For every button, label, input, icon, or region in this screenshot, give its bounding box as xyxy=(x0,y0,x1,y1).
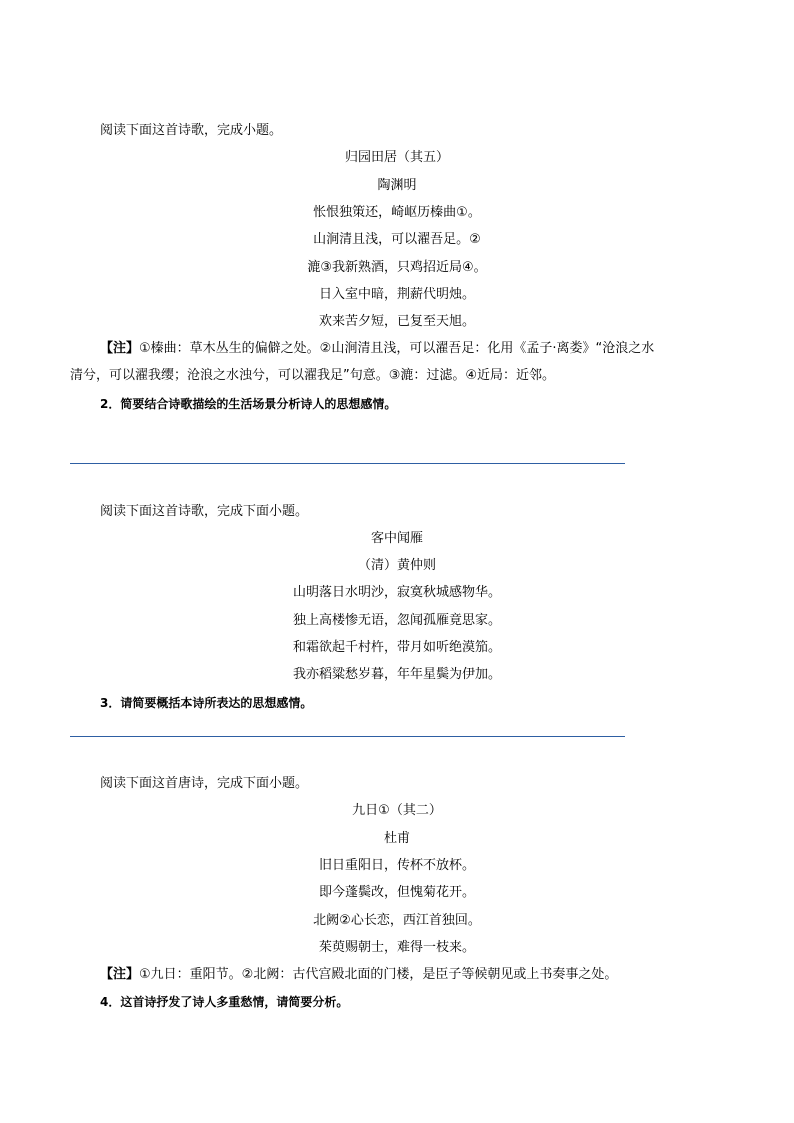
section2-poem-title: 客中闻雁 xyxy=(370,531,423,546)
section1-intro: 阅读下面这首诗歌，完成小题。 xyxy=(100,123,283,138)
section3-poem-line: 旧日重阳日，传杯不放杯。 xyxy=(318,858,475,873)
section1-poem-line: 怅恨独策还，崎岖历榛曲①。 xyxy=(313,205,481,220)
note-tag: 【注】 xyxy=(100,341,140,356)
answer-line[interactable] xyxy=(70,463,625,464)
section1-poem-line: 欢来苦夕短，已复至天旭。 xyxy=(318,314,475,329)
section1-poem-author: 陶渊明 xyxy=(377,178,417,193)
section1-poem-line: 山涧清且浅，可以濯吾足。② xyxy=(313,232,481,247)
note-text: ①榛曲：草木丛生的偏僻之处。②山涧清且浅，可以濯吾足：化用《孟子·离娄》“沧浪之水 xyxy=(139,341,655,356)
section2-poem-line: 独上高楼惨无语，忽闻孤雁竟思家。 xyxy=(292,613,501,628)
section2-poem-line: 和霜欲起千村杵，带月如听绝漠笳。 xyxy=(292,640,501,655)
section1-poem-line: 日入室中暗，荆薪代明烛。 xyxy=(318,287,475,302)
note-tag: 【注】 xyxy=(100,967,140,982)
section3-poem-author: 杜甫 xyxy=(383,831,410,846)
section3-poem-line: 即今蓬鬓改，但愧菊花开。 xyxy=(318,885,475,900)
question-2: 2．简要结合诗歌描绘的生活场景分析诗人的思想感情。 xyxy=(100,397,397,411)
section1-note-line2: 清兮，可以濯我缨；沧浪之水浊兮，可以濯我足”句意。③漉：过滤。④近局：近邻。 xyxy=(70,368,556,383)
section1-poem-title: 归园田居（其五） xyxy=(344,150,449,165)
section3-poem-line: 北阙②心长恋，西江首独回。 xyxy=(313,913,481,928)
section3-intro: 阅读下面这首唐诗，完成下面小题。 xyxy=(100,776,309,791)
answer-line[interactable] xyxy=(70,736,625,737)
section3-poem-title: 九日①（其二） xyxy=(352,803,442,818)
section1-note-line1 xyxy=(100,340,654,358)
section2-poem-line: 山明落日水明沙，寂寞秋城感物华。 xyxy=(292,585,501,600)
question-3: 3．请简要概括本诗所表达的思想感情。 xyxy=(100,696,313,710)
question-4: 4．这首诗抒发了诗人多重愁情，请简要分析。 xyxy=(100,995,349,1009)
section2-poem-line: 我亦稻粱愁岁暮，年年星鬓为伊加。 xyxy=(292,667,501,682)
note-text: ①九日：重阳节。②北阙：古代宫殿北面的门楼，是臣子等候朝见或上书奏事之处。 xyxy=(139,967,618,982)
section3-poem-line: 茱萸赐朝士，难得一枝来。 xyxy=(318,940,475,955)
section1-poem-line: 漉③我新熟酒，只鸡招近局④。 xyxy=(307,260,487,275)
section3-note-line1 xyxy=(100,966,617,984)
section2-poem-author: （清）黄仲则 xyxy=(357,558,436,573)
section2-intro: 阅读下面这首诗歌，完成下面小题。 xyxy=(100,504,309,519)
